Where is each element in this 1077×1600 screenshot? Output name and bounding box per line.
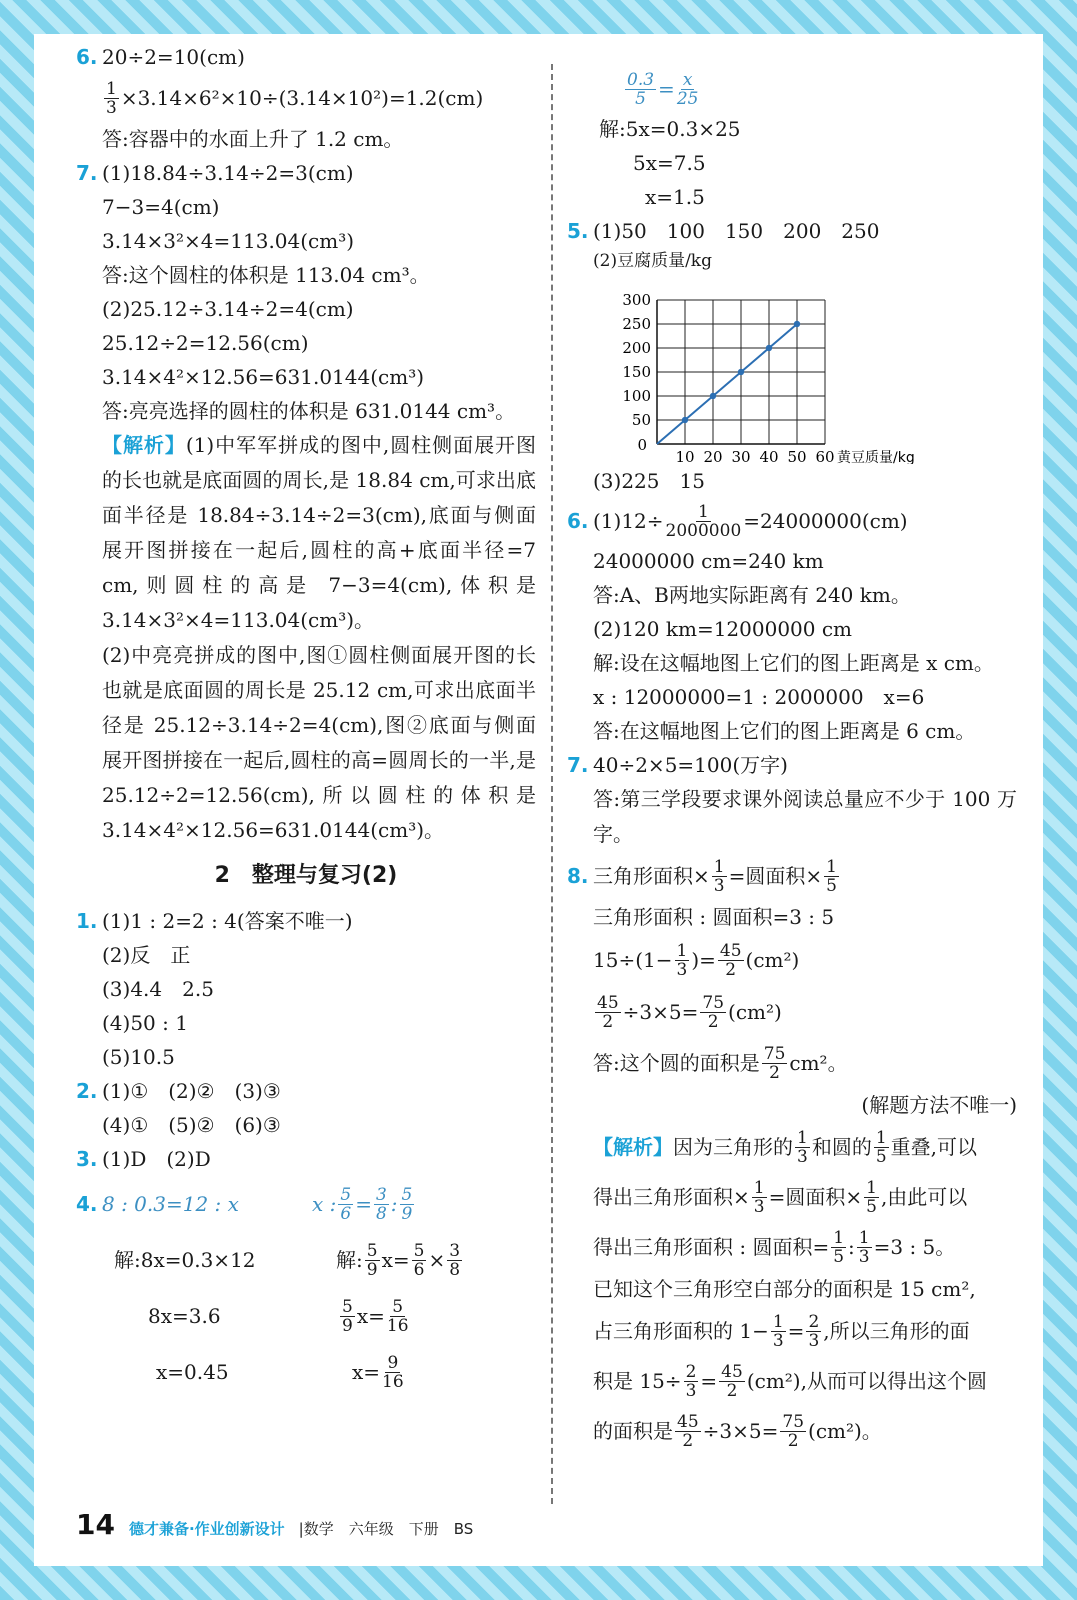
analysis-text: =: [787, 1319, 805, 1343]
answer-text: ÷3×5=: [622, 1000, 699, 1024]
x-tick-label: 50: [787, 448, 807, 464]
q8-analysis-5: [567, 1306, 1037, 1356]
answer-text: (cm²): [728, 1000, 782, 1024]
analysis-text: ,所以三角形的面: [823, 1319, 970, 1343]
answer-text: (1)D (2)D: [102, 1147, 211, 1171]
fraction: $\frac{1}{3}$: [676, 940, 688, 980]
fraction: $\frac{3}{8}$: [375, 1184, 387, 1224]
times-sign: ×: [428, 1248, 446, 1272]
q8-line2: [567, 900, 1037, 934]
analysis-text: 得出三角形面积×: [593, 1185, 750, 1209]
answer-text: (cm²): [745, 948, 800, 972]
answer-text: 答:这个圆的面积是: [593, 1051, 760, 1075]
q3-line1: [76, 1142, 536, 1176]
analysis-text: (1)中军军拼成的图中,圆柱侧面展开图的长也就是底面圆的周长,是 18.84 cm,可求出底面半径是 18.84÷3.14÷2=3(cm),底面与侧面展开图拼接在一起后,圆柱的高+底面半径=7 cm,则圆柱的高是 7−3=4(cm),体积是 3.14×3²×4=113.04(cm³)。: [102, 433, 537, 632]
q7-line: [76, 292, 536, 326]
answer-text: (1)① (2)② (3)③: [102, 1079, 281, 1103]
answer-text: x=: [352, 1360, 381, 1384]
fraction: $\frac{75}{2}$: [782, 1411, 805, 1451]
series-line: [657, 324, 797, 444]
equals-sign: =: [355, 1192, 372, 1216]
question-number: 5.: [567, 219, 589, 243]
question-number: 1.: [76, 909, 98, 933]
fraction: $\frac{1}{5}$: [875, 1127, 887, 1167]
answer-text: (3)225 15: [593, 469, 705, 493]
question-number: 8.: [567, 864, 589, 888]
answer-text: 三角形面积 : 圆面积=3 : 5: [593, 905, 835, 929]
q7-line: [76, 258, 536, 292]
question-number: 4.: [76, 1192, 98, 1216]
analysis-text: (2)中亮亮拼成的图中,图①圆柱侧面展开图的长也就是底面圆的周长是 25.12 cm,可求出底面半径是 25.12÷3.14÷2=4(cm),图②底面与侧面展开图拼接在一起后,圆柱的高=圆周长的一半,是 25.12÷2=12.56(cm),所以圆柱的体积是 3.14×4²×12.56=631.0144(cm³)。: [102, 643, 536, 842]
q4-row1: [76, 1176, 536, 1232]
answer-text: 20÷2=10(cm): [102, 45, 245, 69]
answer-text: 解:5x=0.3×25: [599, 117, 741, 141]
q5-line2: [567, 248, 1037, 274]
fraction: $\frac{5}{6}$: [340, 1184, 352, 1224]
book-brand: 德才兼备·作业创新设计: [128, 1520, 285, 1538]
answer-text: 解:设在这幅地图上它们的图上距离是 x cm。: [593, 651, 994, 675]
answer-text: 答:容器中的水面上升了 1.2 cm。: [102, 127, 404, 151]
answer-text: (1)12÷: [593, 509, 664, 533]
q6-line: [567, 680, 1037, 714]
q8-note: [567, 1088, 1037, 1122]
q8-line4: [567, 986, 1037, 1038]
right-column: [567, 66, 1037, 1456]
fraction: $\frac{1}{3}$: [797, 1127, 808, 1167]
analysis-text: (cm²),从而可以得出这个圆: [746, 1369, 987, 1393]
q7-line: [76, 394, 536, 428]
fraction: $\frac{2}{3}$: [808, 1311, 820, 1351]
answer-text: 解:: [336, 1248, 363, 1272]
answer-text: 15÷(1−: [593, 948, 673, 972]
q6-line: [567, 578, 1037, 612]
x-axis-title: 黄豆质量/kg: [837, 450, 915, 464]
fraction: $\frac{1}{5}$: [833, 1227, 845, 1267]
answer-text: )=: [691, 948, 716, 972]
column-divider: [551, 64, 553, 1504]
x-tick-label: 20: [703, 448, 723, 464]
fraction: $\frac{45}{2}$: [677, 1411, 699, 1451]
fraction: $\frac{45}{2}$: [597, 992, 619, 1032]
question-number: 7.: [567, 753, 589, 777]
fraction: $\frac{75}{2}$: [763, 1043, 786, 1083]
q5-line3: [567, 464, 1037, 498]
data-point: [738, 369, 744, 375]
fraction: $\frac{0.3}{5}$: [627, 69, 655, 109]
page-number: 14: [76, 1508, 115, 1541]
fraction: $\frac{1}{3}$: [106, 78, 117, 118]
answer-text: =圆面积×: [728, 864, 823, 888]
fraction: $\frac{5}{6}$: [413, 1240, 425, 1280]
q8-analysis-3: [567, 1222, 1037, 1272]
answer-text: 答:第三学段要求课外阅读总量应不少于 100 万字。: [593, 787, 1017, 846]
q2-line2: [76, 1108, 536, 1142]
q6-line1: [76, 40, 536, 74]
answer-text: cm²。: [789, 1051, 848, 1075]
q7-line: [76, 190, 536, 224]
q5-chart: [593, 274, 933, 464]
y-tick-label: 100: [622, 387, 651, 405]
answer-text: 答:在这幅地图上它们的图上距离是 6 cm。: [593, 719, 976, 743]
q7-line2: [567, 782, 1037, 852]
origin-label: 0: [637, 436, 647, 454]
question-number: 3.: [76, 1147, 98, 1171]
fraction: $\frac{1}{3}$: [753, 1177, 765, 1217]
question-number: 6.: [76, 45, 98, 69]
ratio-sign: :: [390, 1192, 398, 1216]
q8-analysis-6: [567, 1356, 1037, 1406]
analysis-text: :: [848, 1235, 855, 1259]
fraction: $\frac{x}{25}$: [676, 69, 699, 109]
q1-line1: [76, 904, 536, 938]
analysis-text: 和圆的: [811, 1135, 872, 1159]
analysis-text: (cm²)。: [808, 1419, 882, 1443]
q4-row2: [76, 1232, 536, 1288]
q7-line: [76, 326, 536, 360]
fraction: $\frac{5}{16}$: [386, 1296, 409, 1336]
analysis-text: =3 : 5。: [873, 1235, 956, 1259]
answer-text: x : 12000000=1 : 2000000 x=6: [593, 685, 925, 709]
x-tick-label: 60: [815, 448, 835, 464]
y-tick-label: 150: [622, 363, 651, 381]
fraction: $\frac{5}{9}$: [342, 1296, 353, 1336]
answer-text: (1)50 100 150 200 250: [593, 219, 880, 243]
answer-text: 答:亮亮选择的圆柱的体积是 631.0144 cm³。: [102, 399, 516, 423]
fraction: $\frac{45}{2}$: [719, 940, 742, 980]
answer-text: 答:这个圆柱的体积是 113.04 cm³。: [102, 263, 430, 287]
q6-line: [567, 612, 1037, 646]
answer-text: 8x=3.6: [148, 1304, 221, 1328]
answer-text: (4)① (5)② (6)③: [102, 1113, 281, 1137]
q6-line3: [76, 122, 536, 156]
line-chart: [593, 274, 933, 464]
fraction: $\frac{1}{5}$: [826, 856, 837, 896]
equals-sign: =: [658, 77, 675, 101]
q4c-step1: [567, 112, 1037, 146]
fraction: $\frac{3}{8}$: [449, 1240, 461, 1280]
q2-line1: [76, 1074, 536, 1108]
answer-text: 24000000 cm=240 km: [593, 549, 824, 573]
q7-line: [76, 360, 536, 394]
answer-text: 5x=7.5: [633, 151, 706, 175]
analysis-text: ,由此可以: [880, 1185, 968, 1209]
q7-analysis-p2: [76, 638, 536, 848]
note-text: (解题方法不唯一): [861, 1093, 1017, 1117]
analysis-text: 已知这个三角形空白部分的面积是 15 cm²,: [593, 1277, 976, 1301]
answer-text: (4)50 : 1: [102, 1011, 188, 1035]
question-number: 6.: [567, 509, 589, 533]
q4-row3: [76, 1288, 536, 1344]
analysis-tag: 【解析】: [593, 1135, 673, 1159]
answer-text: 答:A、B两地实际距离有 240 km。: [593, 583, 911, 607]
data-point: [682, 417, 688, 423]
question-number: 2.: [76, 1079, 98, 1103]
analysis-text: 得出三角形面积 : 圆面积=: [593, 1235, 830, 1259]
answer-text: 三角形面积×: [593, 864, 710, 888]
analysis-text: 因为三角形的: [673, 1135, 793, 1159]
q4c-step2: [567, 146, 1037, 180]
q8-analysis-7: [567, 1406, 1037, 1456]
analysis-text: =圆面积×: [768, 1185, 863, 1209]
q6-line2: [76, 74, 536, 122]
fraction: $\frac{1}{3}$: [772, 1311, 784, 1351]
analysis-tag: 【解析】: [102, 433, 186, 457]
answer-text: x=: [356, 1304, 385, 1328]
analysis-text: ÷3×5=: [702, 1419, 779, 1443]
q7-line1: [76, 156, 536, 190]
section-title: 2 整理与复习(2): [214, 863, 398, 888]
q7-line: [76, 224, 536, 258]
q4a-equation: 8 : 0.3=12 : x: [102, 1192, 239, 1216]
x-tick-label: 10: [675, 448, 695, 464]
q6-line: [567, 544, 1037, 578]
q8-line3: [567, 934, 1037, 986]
fraction: $\frac{5}{9}$: [366, 1240, 378, 1280]
q7-analysis-p1: [76, 428, 536, 638]
q1-line: [76, 1040, 536, 1074]
answer-text: (2)25.12÷3.14÷2=4(cm): [102, 297, 354, 321]
answer-text: (1)1 : 2=2 : 4(答案不唯一): [102, 909, 353, 933]
q4c-step3: [567, 180, 1037, 214]
left-column: [76, 40, 536, 1400]
y-tick-label: 50: [631, 411, 651, 429]
fraction: $\frac{75}{2}$: [702, 992, 725, 1032]
q8-analysis-1: [567, 1122, 1037, 1172]
y-tick-label: 200: [622, 339, 651, 357]
fraction: $\frac{5}{9}$: [401, 1184, 413, 1224]
fraction: $\frac{45}{2}$: [721, 1361, 743, 1401]
q1-line: [76, 1006, 536, 1040]
q8-analysis-2: [567, 1172, 1037, 1222]
answer-text: 3.14×3²×4=113.04(cm³): [102, 229, 355, 253]
answer-text: (2)120 km=12000000 cm: [593, 617, 853, 641]
q7-line1: [567, 748, 1037, 782]
q8-line1: [567, 852, 1037, 900]
analysis-text: =: [700, 1369, 718, 1393]
answer-text: x=0.45: [156, 1360, 229, 1384]
answer-text: 7−3=4(cm): [102, 195, 220, 219]
analysis-text: 的面积是: [593, 1419, 673, 1443]
y-tick-label: 250: [622, 315, 651, 333]
fraction: $\frac{2}{3}$: [685, 1361, 697, 1401]
answer-text: (5)10.5: [102, 1045, 175, 1069]
question-number: 7.: [76, 161, 98, 185]
y-tick-label: 300: [622, 291, 651, 309]
fraction: $\frac{1}{2000000}$: [665, 501, 742, 541]
answer-text: 40÷2×5=100(万字): [593, 753, 788, 777]
chart-y-title: (2)豆腐质量/kg: [593, 251, 712, 271]
answer-text: (2)反 正: [102, 943, 191, 967]
page-footer: [76, 1508, 473, 1541]
q8-line5: [567, 1038, 1037, 1088]
book-meta: |数学 六年级 下册 BS: [298, 1520, 474, 1538]
q8-analysis-4: [567, 1272, 1037, 1306]
data-point: [794, 321, 800, 327]
answer-text: 3.14×4²×12.56=631.0144(cm³): [102, 365, 425, 389]
analysis-text: 积是 15÷: [593, 1369, 682, 1393]
q6-line: [567, 646, 1037, 680]
q1-line: [76, 972, 536, 1006]
fraction: $\frac{1}{3}$: [713, 856, 725, 896]
answer-text: x=1.5: [645, 185, 705, 209]
q5-line1: [567, 214, 1037, 248]
fraction: $\frac{1}{3}$: [858, 1227, 870, 1267]
answer-text: (3)4.4 2.5: [102, 977, 214, 1001]
q4b-equation-prefix: x :: [312, 1192, 337, 1216]
x-tick-label: 40: [759, 448, 779, 464]
answer-text: x=: [381, 1248, 410, 1272]
answer-text: 25.12÷2=12.56(cm): [102, 331, 309, 355]
fraction: $\frac{9}{16}$: [382, 1352, 404, 1392]
q1-line: [76, 938, 536, 972]
analysis-text: 重叠,可以: [890, 1135, 978, 1159]
answer-text: 解:8x=0.3×12: [114, 1248, 256, 1272]
answer-text: =24000000(cm): [743, 509, 908, 533]
q4-row4: [76, 1344, 536, 1400]
data-point: [766, 345, 772, 351]
x-tick-label: 30: [731, 448, 751, 464]
q6-line: [567, 714, 1037, 748]
answer-text: (1)18.84÷3.14÷2=3(cm): [102, 161, 354, 185]
fraction: $\frac{1}{5}$: [866, 1177, 877, 1217]
data-point: [710, 393, 716, 399]
q6-line1: [567, 498, 1037, 544]
analysis-text: 占三角形面积的 1−: [593, 1319, 769, 1343]
q4c-equation: [567, 66, 1037, 112]
answer-text: ×3.14×6²×10÷(3.14×10²)=1.2(cm): [120, 86, 484, 110]
